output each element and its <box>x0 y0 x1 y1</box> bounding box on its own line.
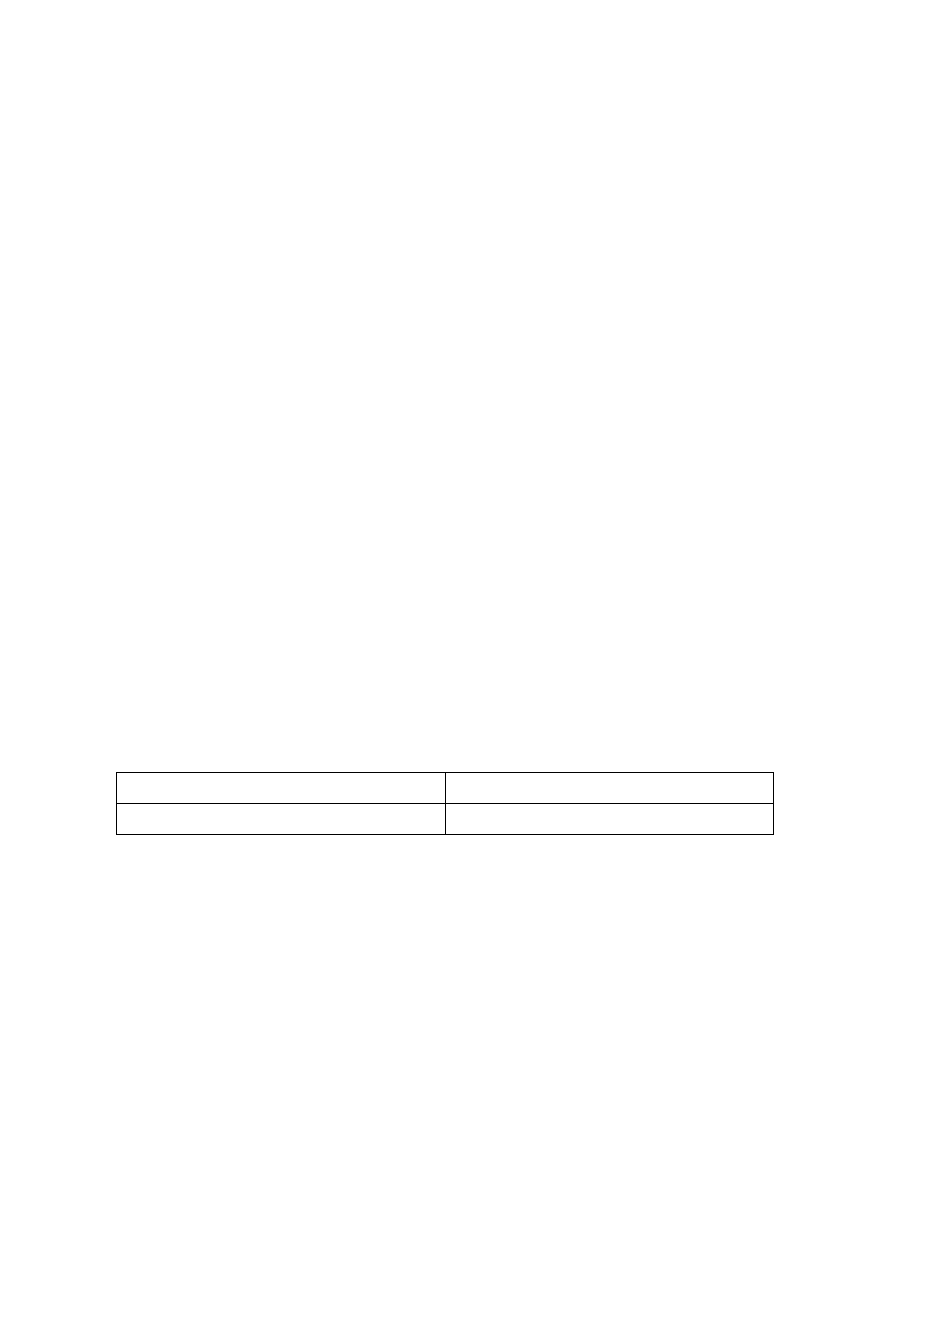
table-note-row <box>117 803 774 834</box>
table-header-row <box>117 773 774 804</box>
table-note <box>117 803 446 834</box>
table-header-value <box>445 773 774 804</box>
hygiene-index-table <box>116 772 774 835</box>
table-header-item <box>117 773 446 804</box>
table-note-empty-cell <box>445 803 774 834</box>
